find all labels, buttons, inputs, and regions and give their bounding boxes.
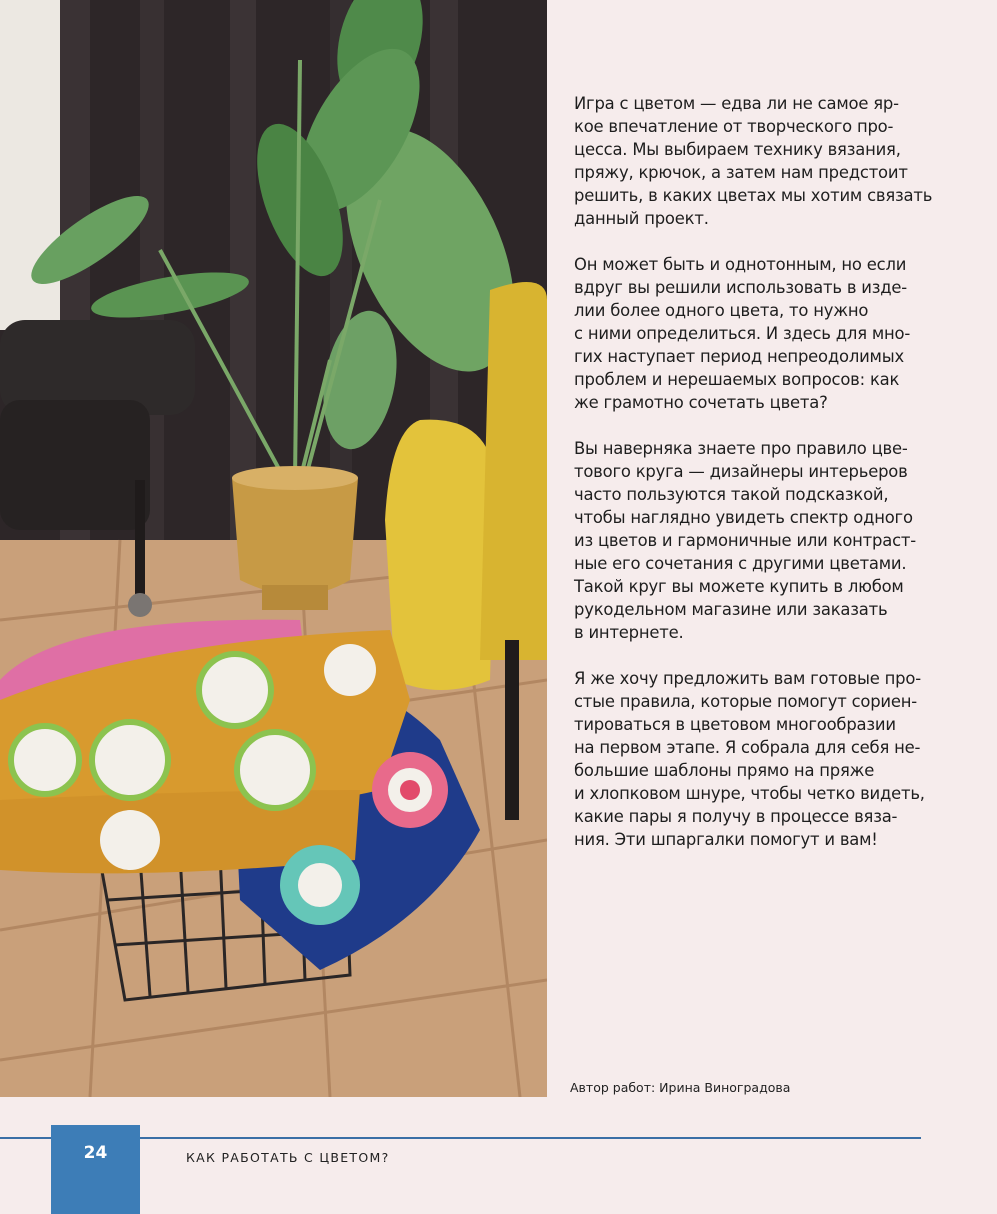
photo-crochet-blankets: [0, 0, 547, 1097]
body-text: [574, 92, 934, 874]
section-title: КАК РАБОТАТЬ С ЦВЕТОМ?: [186, 1150, 390, 1165]
paragraph-1: Игра с цветом — едва ли не самое яр- кое впечатление от творческого про- цесса. Мы выбираем технику вязания, пряжу, крючок, а затем нам предстоит решить, в каких цветах мы хотим связать данный проект.: [574, 94, 933, 228]
photo-credit: Автор работ: Ирина Виноградова: [570, 1080, 791, 1095]
paragraph-4: Я же хочу предложить вам готовые про- стые правила, которые помогут сориен- тироваться в цветовом многообразии на первом этапе. Я собрала для себя не- большие шаблоны прямо на пряже и хлопковом шнуре, чтобы четко видеть, какие пары я получу в процессе вяза- ния. Эти шпаргалки помогут и вам!: [574, 669, 925, 849]
page-number: 24: [51, 1125, 140, 1214]
photo-illustration: [0, 0, 547, 1097]
paragraph-3: Вы наверняка знаете про правило цве- тового круга — дизайнеры интерьеров часто пользуются такой подсказкой, чтобы наглядно увидеть спектр одного из цветов и гармоничные или контраст- ные его сочетания с другими цветами. Такой круг вы можете купить в любом рукодельном магазине или заказать в интернете.: [574, 439, 916, 642]
paragraph-2: Он может быть и однотонным, но если вдруг вы решили использовать в изде- лии более одного цвета, то нужно с ними определиться. И здесь для мно- гих наступает период непреодолимых проблем и нерешаемых вопросов: как же грамотно сочетать цвета?: [574, 255, 911, 412]
